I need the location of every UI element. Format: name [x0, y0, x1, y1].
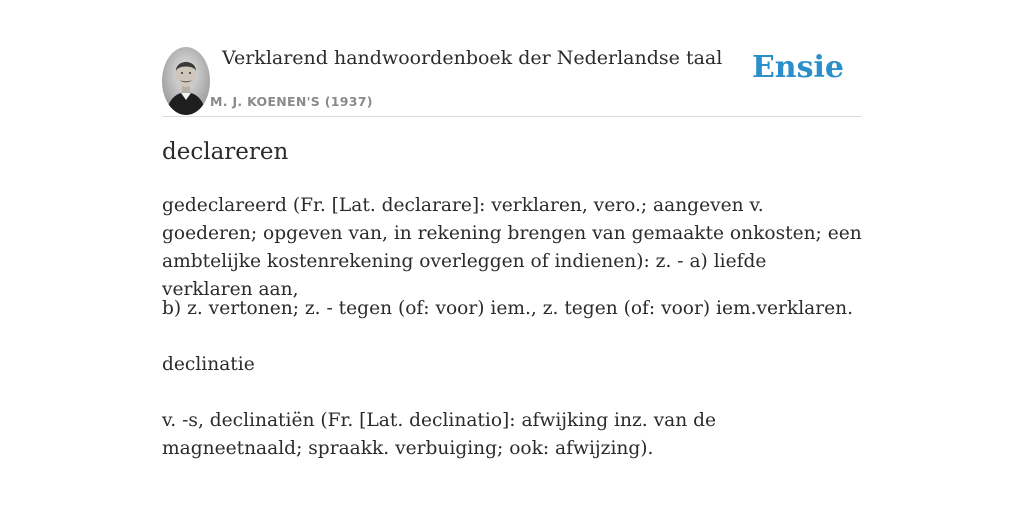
- entry-headword: declareren: [162, 139, 289, 165]
- site-header: [162, 40, 862, 117]
- page: [162, 0, 862, 512]
- brand-logo-link[interactable]: Ensie: [751, 50, 844, 85]
- book-title: Verklarend handwoordenboek der Nederlandse taal: [222, 47, 723, 69]
- portrait-icon: [162, 47, 210, 115]
- next-entry-headword: declinatie: [162, 354, 255, 375]
- author-portrait-image: [162, 47, 210, 115]
- entry-paragraph: v. -s, declinatiën (Fr. [Lat. declinatio]: afwijking inz. van de magneetnaald; spraakk. verbuiging; ook: afwijzing).: [162, 410, 716, 459]
- entry-paragraph: gedeclareerd (Fr. [Lat. declarare]: verklaren, vero.; aangeven v. goederen; opgeven van, in rekening brengen van gemaakte onkosten; een ambtelijke kostenrekening overleggen of indienen): z. - a) liefde verklaren aan,: [162, 195, 862, 300]
- entry-paragraph: b) z. vertonen; z. - tegen (of: voor) iem., z. tegen (of: voor) iem.verklaren.: [162, 298, 854, 319]
- author-label: M. J. KOENEN'S (1937): [210, 94, 373, 109]
